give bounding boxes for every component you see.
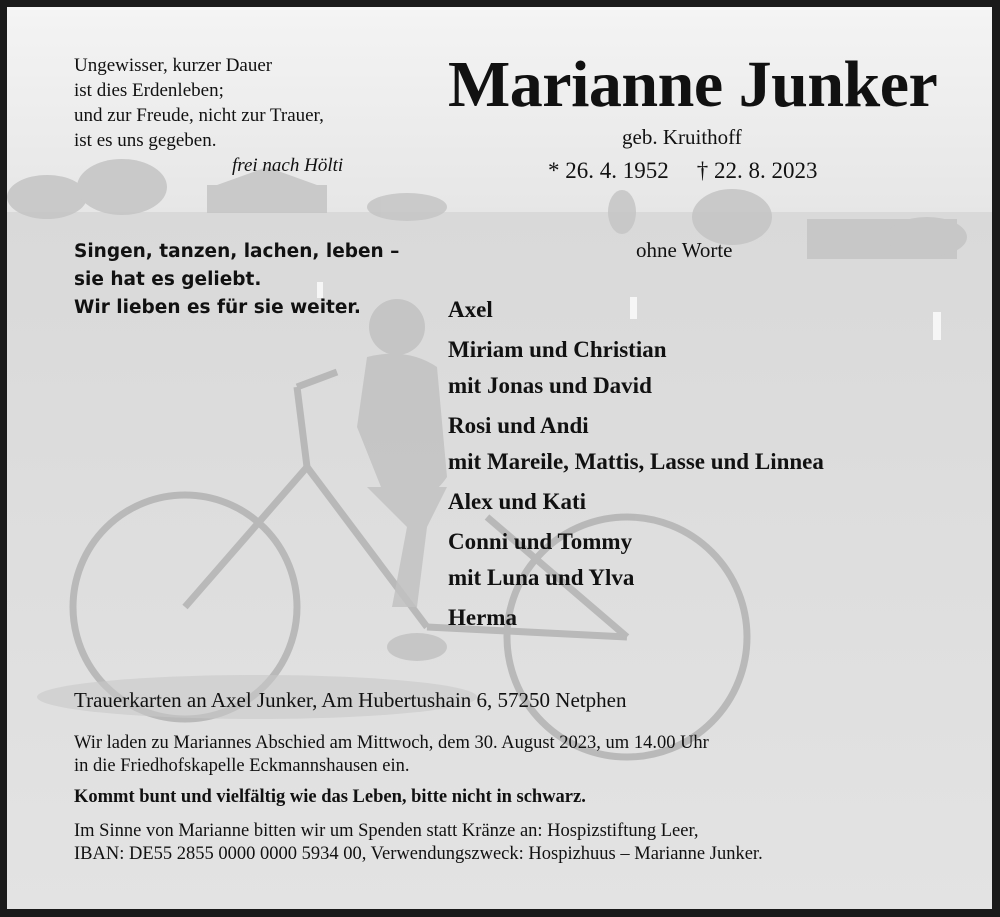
dress-code-note: Kommt bunt und vielfältig wie das Leben, bitte nicht in schwarz. xyxy=(74,787,586,807)
donation-line: Im Sinne von Marianne bitten wir um Spenden statt Kränze an: Hospizstiftung Leer, xyxy=(74,821,699,841)
mourner-group xyxy=(448,408,824,480)
poem-line: ist es uns gegeben. xyxy=(74,130,217,151)
invitation-line: Wir laden zu Mariannes Abschied am Mittwoch, dem 30. August 2023, um 14.00 Uhr xyxy=(74,733,709,753)
mourner-group xyxy=(448,600,824,636)
poem xyxy=(74,53,343,178)
quote-line: sie hat es geliebt. xyxy=(74,269,262,290)
mourner-line: mit Luna und Ylva xyxy=(448,565,635,590)
mourner-group xyxy=(448,292,824,328)
mourners-list xyxy=(448,292,824,640)
deceased-name: Marianne Junker xyxy=(448,48,938,121)
mourner-line: Alex und Kati xyxy=(448,489,587,514)
mourner-line: Axel xyxy=(448,297,493,322)
motto-quote xyxy=(74,238,399,322)
poem-attribution: frei nach Hölti xyxy=(232,155,344,176)
maiden-name: geb. Kruithoff xyxy=(622,125,742,149)
poem-line: Ungewisser, kurzer Dauer xyxy=(74,55,273,76)
donation-note xyxy=(74,820,763,866)
donation-line: IBAN: DE55 2855 0000 0000 5934 00, Verwendungszweck: Hospizhuus – Marianne Junker. xyxy=(74,844,763,864)
quote-line: Wir lieben es für sie weiter. xyxy=(74,297,361,318)
quote-line: Singen, tanzen, lachen, leben – xyxy=(74,241,400,262)
poem-line: und zur Freude, nicht zur Trauer, xyxy=(74,105,324,126)
mourner-line: mit Jonas und David xyxy=(448,373,652,398)
mourner-group xyxy=(448,332,824,404)
invitation-line: in die Friedhofskapelle Eckmannshausen ein. xyxy=(74,756,410,776)
obituary-card xyxy=(7,7,992,909)
life-dates xyxy=(548,158,818,184)
poem-line: ist dies Erdenleben; xyxy=(74,80,224,101)
mourner-group xyxy=(448,524,824,596)
no-words-text: ohne Worte xyxy=(636,238,733,262)
mourner-line: Herma xyxy=(448,605,517,630)
mourner-line: Miriam und Christian xyxy=(448,337,667,362)
mourner-group xyxy=(448,484,824,520)
condolence-address: Trauerkarten an Axel Junker, Am Hubertushain 6, 57250 Netphen xyxy=(74,688,627,712)
farewell-invitation xyxy=(74,732,709,778)
birth-date: * 26. 4. 1952 xyxy=(548,158,669,183)
mourner-line: Conni und Tommy xyxy=(448,529,633,554)
mourner-line: mit Mareile, Mattis, Lasse und Linnea xyxy=(448,449,824,474)
death-date: † 22. 8. 2023 xyxy=(696,158,818,183)
mourner-line: Rosi und Andi xyxy=(448,413,589,438)
